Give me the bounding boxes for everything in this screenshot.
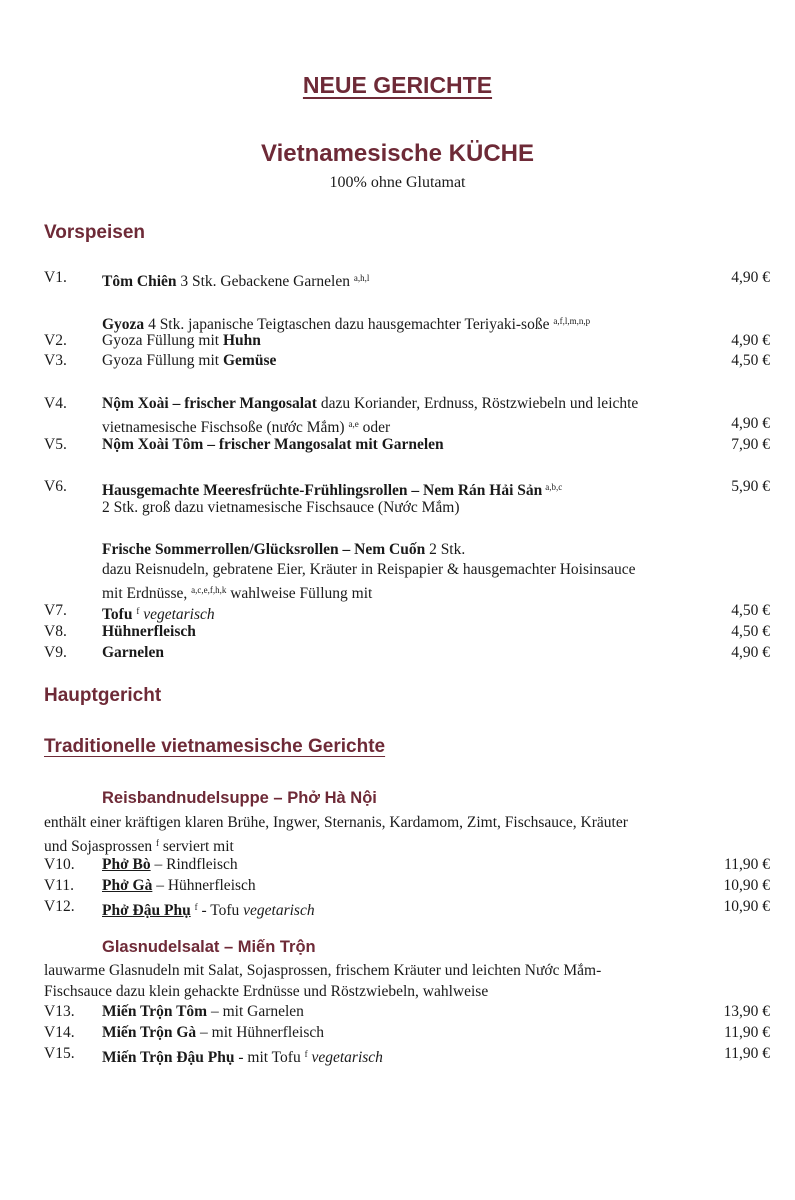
allergen-codes: a,h,l: [353, 273, 370, 283]
menu-group-sommerrollen: [0, 540, 795, 560]
item-price: 7,90 €: [731, 436, 770, 453]
item-detail: Gyoza Füllung mit: [102, 352, 223, 369]
item-detail-italic: vegetarisch: [311, 1049, 383, 1066]
item-price: 4,90 €: [731, 415, 770, 432]
item-name: Nộm Xoài – frischer Mangosalat: [102, 395, 317, 412]
item-detail: – Rindfleisch: [150, 856, 238, 873]
item-price: 4,90 €: [731, 332, 770, 349]
item-detail: vietnamesische Fischsoße (nước Mắm): [102, 419, 349, 436]
subheading-mien: Glasnudelsalat – Miến Trộn: [102, 938, 316, 956]
item-name: Gemüse: [222, 352, 277, 369]
item-name: Miến Trộn Gà: [102, 1024, 197, 1041]
page-title: NEUE GERICHTE: [302, 72, 493, 98]
item-code: V10.: [44, 856, 75, 873]
item-detail: oder: [358, 419, 391, 436]
item-price: 10,90 €: [723, 898, 770, 915]
item-name: Tofu: [102, 606, 133, 623]
item-detail: vegetarisch: [143, 606, 215, 623]
item-code: V8.: [44, 623, 67, 640]
menu-item-v14: [0, 1023, 795, 1043]
menu-item-v15: [0, 1044, 795, 1064]
item-name: Hausgemachte Meeresfrüchte-Frühlingsrollen – Nem Rán Hải Sản: [102, 482, 543, 499]
pho-description: enthält einer kräftigen klaren Brühe, Ingwer, Sternanis, Kardamom, Zimt, Fischsauce, Kräuter: [44, 814, 628, 831]
item-description: [102, 855, 238, 875]
item-code: V6.: [44, 478, 67, 495]
item-price: 10,90 €: [723, 877, 770, 894]
menu-item-v6-line2: [0, 498, 795, 518]
item-price: 5,90 €: [731, 478, 770, 495]
item-price: 4,90 €: [731, 269, 770, 286]
item-code: V2.: [44, 332, 67, 349]
item-detail: und Sojasprossen: [44, 838, 156, 855]
item-detail: wahlweise Füllung mit: [226, 585, 373, 602]
mien-description: lauwarme Glasnudeln mit Salat, Sojasprossen, frischem Kräuter und leichten Nước Mắm-: [44, 962, 602, 979]
item-description: [102, 1044, 383, 1068]
menu-group-sommerrollen-line3: [0, 580, 795, 600]
item-code: V5.: [44, 436, 67, 453]
item-description: [102, 897, 315, 921]
menu-group-gyoza: [0, 311, 795, 331]
item-name: Gyoza: [102, 316, 145, 333]
item-code: V11.: [44, 877, 74, 894]
item-detail: dazu Koriander, Erdnuss, Röstzwiebeln und leichte: [316, 395, 639, 412]
item-description: [102, 876, 256, 896]
menu-item-v6: [0, 477, 795, 497]
item-name: Nộm Xoài Tôm – frischer Mangosalat mit Garnelen: [102, 436, 444, 453]
item-detail: 3 Stk. Gebackene Garnelen: [176, 273, 354, 290]
subheading-pho: Reisbandnudelsuppe – Phở Hà Nội: [102, 789, 377, 807]
item-price: 4,50 €: [731, 352, 770, 369]
allergen-codes: a,f,l,m,n,p: [553, 316, 591, 326]
item-detail: 2 Stk. groß dazu vietnamesische Fischsauce (Nước Mắm): [102, 499, 460, 516]
item-name: Miến Trộn Đậu Phụ: [102, 1049, 235, 1066]
item-code: V12.: [44, 898, 75, 915]
item-detail: - Tofu: [197, 902, 244, 919]
item-description: [102, 394, 638, 414]
menu-item-v10: [0, 855, 795, 875]
allergen-codes: f: [194, 902, 198, 912]
item-detail: serviert mit: [158, 838, 234, 855]
item-description: [102, 331, 261, 351]
item-price: 11,90 €: [724, 856, 770, 873]
menu-item-v3: [0, 351, 795, 371]
allergen-codes: a,b,c: [545, 482, 563, 492]
pho-description-line2: [44, 833, 234, 857]
menu-item-v8: [0, 622, 795, 642]
item-name: Hühnerfleisch: [102, 623, 196, 640]
item-code: V3.: [44, 352, 67, 369]
allergen-codes: f: [155, 838, 159, 848]
item-detail: 4 Stk. japanische Teigtaschen dazu hausgemachter Teriyaki-soße: [144, 316, 554, 333]
item-name: Tôm Chiên: [102, 273, 177, 290]
item-detail: - mit Tofu: [234, 1049, 305, 1066]
menu-item-v4-line2: [0, 414, 795, 434]
menu-item-v13: [0, 1002, 795, 1022]
item-code: V9.: [44, 644, 67, 661]
item-price: 4,90 €: [731, 644, 770, 661]
item-code: V14.: [44, 1024, 75, 1041]
menu-item-v11: [0, 876, 795, 896]
menu-item-v1: [0, 268, 795, 288]
item-description: [102, 540, 465, 560]
item-code: V7.: [44, 602, 67, 619]
allergen-codes: a,e: [348, 419, 359, 429]
item-detail: dazu Reisnudeln, gebratene Eier, Kräuter in Reispapier & hausgemachter Hoisinsauce: [102, 561, 636, 578]
allergen-codes: f: [136, 606, 140, 616]
menu-item-v12: [0, 897, 795, 917]
item-detail: Gyoza Füllung mit: [102, 332, 223, 349]
item-description: [102, 1002, 304, 1022]
item-code: V15.: [44, 1045, 75, 1062]
item-detail-italic: vegetarisch: [243, 902, 315, 919]
item-name: Phở Đậu Phụ: [102, 902, 191, 919]
item-name: Huhn: [222, 332, 261, 349]
section-heading-traditionell: Traditionelle vietnamesische Gerichte: [44, 736, 386, 757]
item-name: Miến Trộn Tôm: [102, 1003, 208, 1020]
item-detail: mit Erdnüsse,: [102, 585, 192, 602]
menu-item-v2: [0, 331, 795, 351]
menu-item-v5: [0, 435, 795, 455]
cuisine-title: Vietnamesische KÜCHE: [261, 140, 534, 167]
item-description: [102, 1023, 324, 1043]
item-detail: – mit Hühnerfleisch: [196, 1024, 325, 1041]
mien-description-line2: Fischsauce dazu klein gehackte Erdnüsse und Röstzwiebeln, wahlweise: [44, 983, 489, 1000]
menu-item-v4: [0, 394, 795, 414]
item-description: [102, 268, 369, 292]
item-description: [102, 351, 276, 371]
item-code: V13.: [44, 1003, 75, 1020]
item-price: 4,50 €: [731, 602, 770, 619]
menu-group-sommerrollen-line2: [0, 560, 795, 580]
item-name: Phở Gà: [102, 877, 153, 894]
item-detail: – mit Garnelen: [207, 1003, 304, 1020]
item-price: 4,50 €: [731, 623, 770, 640]
item-name: Phở Bò: [102, 856, 151, 873]
menu-item-v9: [0, 643, 795, 663]
item-code: V1.: [44, 269, 67, 286]
menu-item-v7: [0, 601, 795, 621]
item-detail: 2 Stk.: [425, 541, 466, 558]
item-price: 11,90 €: [724, 1024, 770, 1041]
item-name: Frische Sommerrollen/Glücksrollen – Nem Cuốn: [102, 541, 426, 558]
allergen-codes: f: [304, 1049, 308, 1059]
section-heading-vorspeisen: Vorspeisen: [44, 222, 146, 243]
allergen-codes: a,c,e,f,h,k: [191, 585, 227, 595]
item-detail: – Hühnerfleisch: [152, 877, 256, 894]
item-code: V4.: [44, 395, 67, 412]
item-name: Garnelen: [102, 644, 164, 661]
item-price: 13,90 €: [723, 1003, 770, 1020]
glutamate-note: 100% ohne Glutamat: [329, 174, 466, 191]
section-heading-hauptgericht: Hauptgericht: [44, 685, 162, 706]
item-price: 11,90 €: [724, 1045, 770, 1062]
